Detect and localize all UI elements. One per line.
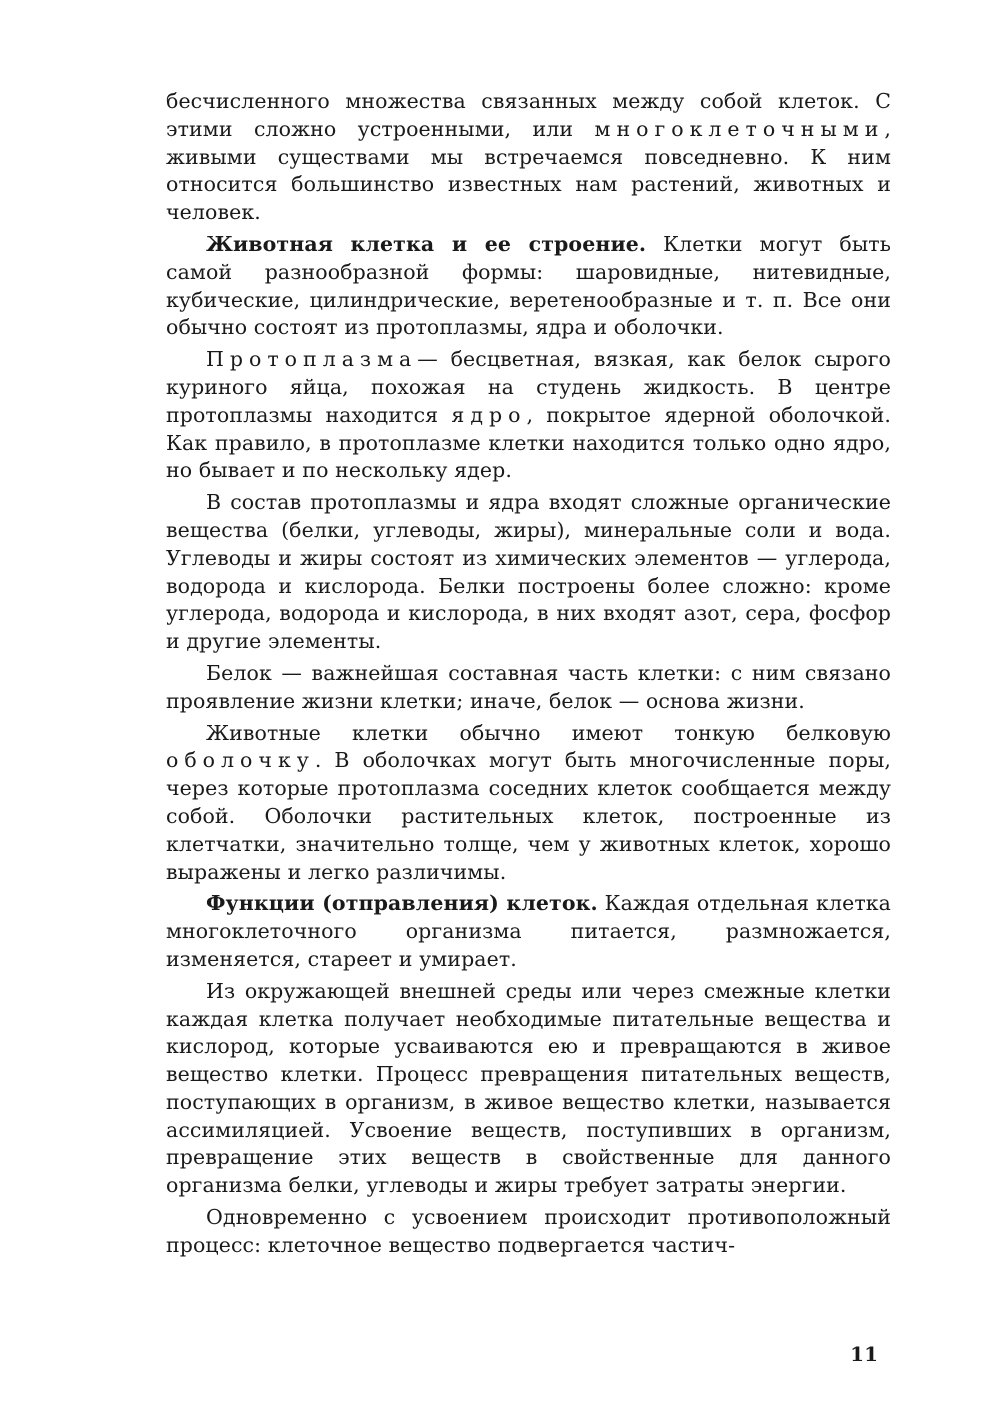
text-run: Каждая отдельная клетка многоклеточного организма питается, размножается, изменяется, стареет и умирает. — [166, 891, 891, 971]
paragraph-assimilation — [166, 978, 891, 1200]
spaced-term-multicellular: многоклеточными — [594, 116, 885, 141]
paragraph-protein — [166, 660, 891, 716]
body-text — [166, 88, 891, 1264]
text-run: Из окружающей внешней среды или через смежные клетки каждая клетка получает необходимые питательные вещества и кислород, которые усваиваются ею и превращаются в живое вещество клетки. Процесс превращения питательных веществ, поступающих в организм, в живое вещество клетки, называется ассимиляцией. Усвоение веществ, поступивших в организм, превращение этих веществ в свойственные для данного организма белки, углеводы и жиры требует затраты энергии. — [166, 978, 891, 1198]
paragraph-cell-membrane — [166, 720, 891, 887]
paragraph-multicellular — [166, 88, 891, 227]
text-run: , живыми существами мы встречаемся повседневно. К ним относится большинство известных нам растений, животных и человек. — [166, 116, 891, 225]
spaced-term-nucleus: ядро — [451, 402, 527, 427]
spaced-term-membrane: оболочку — [166, 748, 315, 773]
text-run: Клетки могут быть самой разнообразной формы: шаровидные, нитевидные, кубические, цилиндрические, веретенообразные и т. п. Все они обычно состоят из протоплазмы, ядра и оболочки. — [166, 231, 891, 340]
text-run: — бесцветная, вязкая, как белок сырого куриного яйца, похожая на студень жидкость. В центре протоплазмы находится — [166, 347, 891, 427]
paragraph-protoplasm — [166, 346, 891, 485]
paragraph-composition — [166, 489, 891, 656]
spaced-term-protoplasm: Протоплазма — [206, 347, 418, 372]
section-heading-cell-functions: Функции (отправления) клеток. — [206, 891, 598, 916]
text-run: . В оболочках могут быть многочисленные поры, через которые протоплазма соседних клеток сообщается между собой. Оболочки растительных клеток, построенные из клетчатки, значительно толще, чем у животных клеток, хорошо выражены и легко различимы. — [166, 748, 891, 884]
paragraph-cell-functions — [166, 890, 891, 973]
text-run: Одновременно с усвоением происходит противоположный процесс: клеточное вещество подвергается частич- — [166, 1205, 891, 1257]
paragraph-animal-cell-structure — [166, 231, 891, 342]
page-number: 11 — [850, 1342, 878, 1366]
paragraph-opposite-process — [166, 1204, 891, 1260]
text-run: , покрытое ядерной оболочкой. Как правило, в протоплазме клетки находится только одно ядро, но бывает и по нескольку ядер. — [166, 402, 891, 483]
text-run: Белок — важнейшая составная часть клетки: с ним связано проявление жизни клетки; иначе, белок — основа жизни. — [166, 660, 891, 713]
text-run: бесчисленного множества связанных между собой клеток. С этими сложно устроенными, или — [166, 89, 891, 141]
text-run: В состав протоплазмы и ядра входят сложные органические вещества (белки, углеводы, жиры), минеральные соли и вода. Углеводы и жиры состоят из химических элементов — углерода, водорода и кислорода. Белки построены более сложно: кроме углерода, водорода и кислорода, в них входят азот, сера, фосфор и другие элементы. — [166, 490, 891, 654]
section-heading-animal-cell: Животная клетка и ее строение. — [206, 231, 647, 256]
text-run: Животные клетки обычно имеют тонкую белковую — [206, 720, 891, 745]
